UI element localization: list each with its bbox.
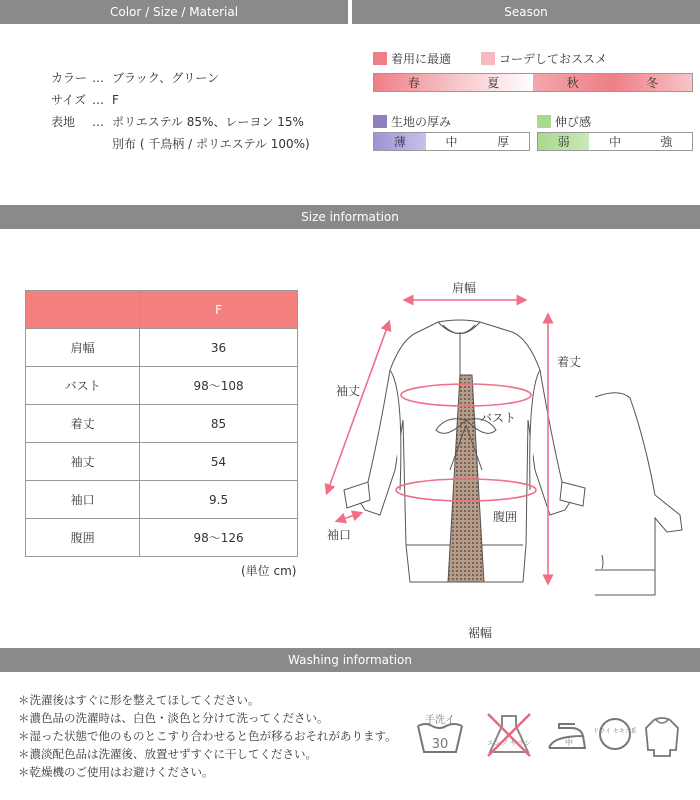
size-table-corner [26,291,140,329]
stretch-mid: 中 [608,135,621,149]
legend-coord-swatch [481,52,495,65]
washing-header-title: Washing information [288,653,412,667]
thickness-thin: 薄 [374,133,426,150]
material-key: カラー [51,71,88,85]
material-row [0,111,340,133]
legend-coord-label: コーデしておススメ [499,52,608,66]
material-sep: … [92,71,104,85]
material-key: サイズ [51,93,87,107]
material-row [0,133,340,155]
stretch-label: 伸び感 [555,115,592,129]
size-info-header-title: Size information [301,210,399,224]
season-scale [373,73,693,92]
thickness-thick: 厚 [497,135,510,149]
hand-wash-text: 手洗イ [425,715,455,726]
label-cuff: 袖口 [327,528,352,542]
legend-best [373,50,451,67]
hand-wash-temp: 30 [431,737,449,752]
size-value: 98〜126 [140,519,298,557]
thickness-mid: 中 [445,135,458,149]
season-header [352,0,700,24]
dry-clean-text: ドライ セキユ系 [593,728,637,735]
material-value: ポリエステル 85%、レーヨン 15% [112,115,304,129]
size-table [25,290,298,557]
season-autumn: 秋 [533,74,613,91]
size-table-header [26,291,298,329]
size-value: 85 [140,405,298,443]
material-value: F [112,93,119,107]
size-label: 腹囲 [26,519,140,557]
washing-note: ＊洗濯後はすぐに形を整えてほしてください。 [18,693,260,707]
size-label: 着丈 [26,405,140,443]
table-row [26,443,298,481]
washing-notes [18,691,397,781]
size-value: 36 [140,329,298,367]
dry-clean-icon [593,716,637,752]
material-key: 表地 [51,115,76,129]
legend-thickness [373,113,451,130]
legend-stretch [537,113,591,130]
size-label: 肩幅 [26,329,140,367]
material-header [0,0,348,24]
label-hem: 裾幅 [468,626,493,640]
material-row [0,89,340,111]
washing-note: ＊乾燥機のご使用はお避けください。 [18,765,214,779]
table-row [26,405,298,443]
material-sep: … [92,93,104,107]
thickness-label: 生地の厚み [391,115,452,129]
size-unit: (単位 cm) [241,564,297,578]
stretch-weak: 弱 [538,133,589,150]
washing-header [0,648,700,672]
material-value: ブラック、グリーン [112,71,220,85]
garment-diagram [300,270,700,640]
material-header-title: Color / Size / Material [109,5,239,19]
stretch-swatch [537,115,551,128]
no-bleach-icon [484,712,534,758]
table-row [26,367,298,405]
back-view [595,393,682,595]
size-value: 9.5 [140,481,298,519]
season-winter: 冬 [613,74,693,91]
label-waist: 腹囲 [493,510,518,524]
thickness-swatch [373,115,387,128]
label-length: 着丈 [557,355,582,369]
size-label: バスト [26,367,140,405]
material-row [0,67,340,89]
table-row [26,481,298,519]
hand-wash-icon [414,712,466,758]
season-summer: 夏 [454,74,534,91]
legend-best-label: 着用に最適 [391,52,452,66]
size-info-header [0,205,700,229]
stretch-scale [537,132,693,151]
thickness-scale [373,132,530,151]
season-header-title: Season [504,5,548,19]
washing-note: ＊濃淡配色品は洗濯後、放置せずすぐに干してください。 [18,747,317,761]
iron-text: 中 [565,738,573,747]
legend-best-swatch [373,52,387,65]
label-sleeve: 袖丈 [336,384,361,398]
label-shoulder: 肩幅 [452,281,477,295]
washing-note: ＊湿った状態で他のものとこすり合わせると色が移るおそれがあります。 [18,729,397,743]
iron-icon [545,718,589,756]
washing-note: ＊濃色品の洗濯時は、白色・淡色と分けて洗ってください。 [18,711,329,725]
legend-coord [481,50,607,67]
size-label: 袖口 [26,481,140,519]
size-value: 54 [140,443,298,481]
material-value: 別布 ( 千鳥柄 / ポリエステル 100%) [112,137,310,151]
table-row [26,329,298,367]
table-row [26,519,298,557]
size-value: 98〜108 [140,367,298,405]
stretch-strong: 強 [660,135,673,149]
season-spring: 春 [374,74,454,91]
size-table-col-f: F [140,291,298,329]
size-label: 袖丈 [26,443,140,481]
material-sep: … [92,115,104,129]
flat-dry-icon [642,714,682,758]
bleach-text: エンソ サラシ [486,739,532,747]
label-bust: バスト [480,411,517,425]
